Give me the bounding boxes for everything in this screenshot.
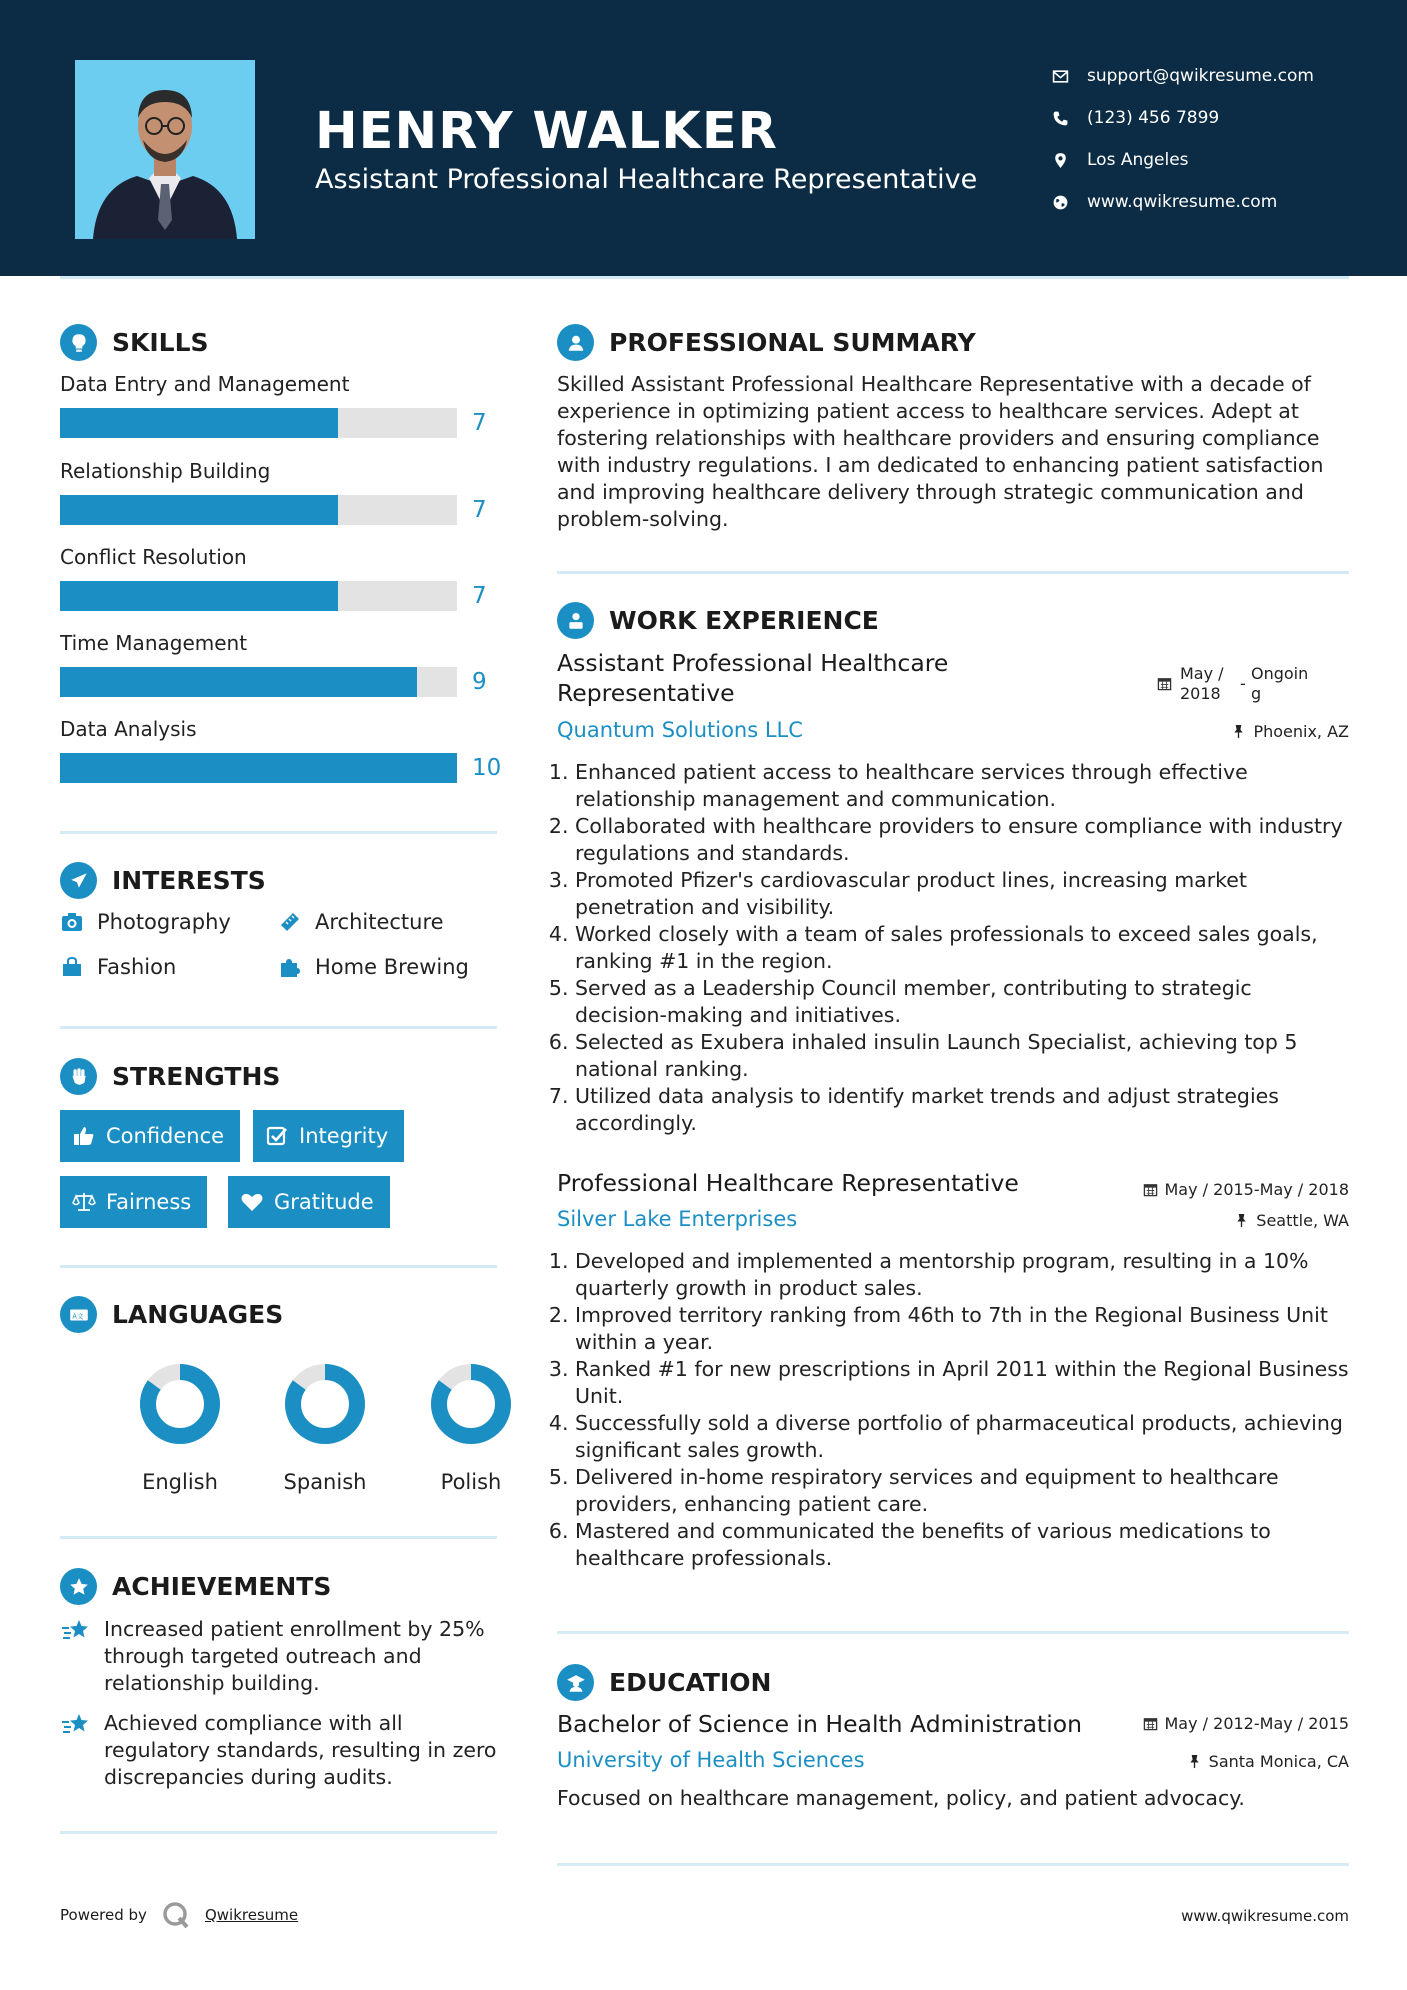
job-location — [1234, 1211, 1349, 1230]
skill-bar — [60, 408, 457, 438]
contact-email-text: support@qwikresume.com — [1087, 66, 1314, 86]
skill-bar-fill — [60, 495, 338, 525]
balance-scale-icon — [72, 1190, 96, 1214]
graduate-icon — [557, 1664, 594, 1701]
star-badge-icon — [60, 1568, 97, 1605]
achievement-item — [60, 1710, 497, 1791]
candidate-name: HENRY WALKER — [315, 102, 778, 161]
interest-label: Home Brewing — [315, 955, 469, 979]
lightbulb-icon — [60, 324, 97, 361]
achievement-text: Increased patient enrollment by 25% through targeted outreach and relationship building. — [104, 1617, 485, 1695]
interests-title: INTERESTS — [112, 866, 266, 895]
user-icon — [557, 324, 594, 361]
education-location — [1187, 1752, 1349, 1771]
language-donut — [427, 1360, 515, 1448]
skill-value: 9 — [472, 669, 487, 695]
language-item — [396, 1360, 546, 1494]
education-heading — [557, 1664, 771, 1701]
skill-bar-row — [60, 408, 497, 438]
job-bullet: 1. Enhanced patient access to healthcare services through effective relationship management and communication. — [575, 759, 1349, 813]
shooting-star-icon — [60, 1708, 92, 1740]
job-location-text: Seattle, WA — [1256, 1211, 1349, 1230]
job-bullet: 6. Mastered and communicated the benefits of various medications to healthcare professionals. — [575, 1518, 1349, 1572]
interest-label: Photography — [97, 910, 231, 934]
interest-label: Fashion — [97, 955, 177, 979]
achievements-heading — [60, 1568, 331, 1605]
summary-title: PROFESSIONAL SUMMARY — [609, 328, 976, 357]
job-date-separator: - — [1240, 674, 1246, 693]
section-divider — [557, 1863, 1349, 1866]
language-name: Spanish — [283, 1470, 367, 1494]
job-title: Assistant Professional Healthcare Representative — [557, 649, 949, 707]
skill-bar-fill — [60, 667, 417, 697]
contact-website[interactable] — [1052, 181, 1382, 223]
job-bullet: 2. Collaborated with healthcare providers to ensure compliance with industry regulations and standards. — [575, 813, 1349, 867]
school-name[interactable]: University of Health Sciences — [557, 1748, 865, 1772]
interest-item — [60, 955, 176, 979]
skill-value: 7 — [472, 583, 487, 609]
globe-icon — [1052, 194, 1087, 211]
profile-photo — [75, 60, 255, 239]
experience-heading — [557, 602, 879, 639]
strengths-title: STRENGTHS — [112, 1062, 281, 1091]
skill-item — [60, 459, 497, 525]
skill-value: 7 — [472, 497, 487, 523]
language-icon — [60, 1296, 97, 1333]
skill-bar-fill — [60, 408, 338, 438]
interest-item — [278, 910, 444, 934]
contact-location — [1052, 139, 1382, 181]
paper-plane-icon — [60, 862, 97, 899]
company-name[interactable]: Silver Lake Enterprises — [557, 1207, 798, 1231]
job-bullet: 3. Promoted Pfizer's cardiovascular product lines, increasing market penetration and visibility. — [575, 867, 1349, 921]
contact-location-text: Los Angeles — [1087, 150, 1189, 170]
skill-bar-row — [60, 495, 497, 525]
language-donut — [136, 1360, 224, 1448]
contact-website-text: www.qwikresume.com — [1087, 192, 1278, 212]
job-bullet-list — [557, 759, 1349, 1137]
location-pin-icon — [1052, 152, 1087, 169]
briefcase-user-icon — [557, 602, 594, 639]
contact-list — [1052, 55, 1382, 223]
strength-tag — [60, 1176, 207, 1228]
skill-bar-fill — [60, 753, 457, 783]
shopping-bag-icon — [60, 955, 84, 979]
fist-icon — [60, 1058, 97, 1095]
calendar-icon — [1157, 676, 1172, 691]
skill-item — [60, 631, 497, 697]
job-bullet: 6. Selected as Exubera inhaled insulin Launch Specialist, achieving top 5 national ranking. — [575, 1029, 1349, 1083]
section-divider — [60, 1536, 497, 1539]
calendar-icon — [1143, 1716, 1158, 1731]
section-divider — [557, 571, 1349, 574]
degree-title: Bachelor of Science in Health Administration — [557, 1710, 1083, 1738]
skill-bar-row — [60, 667, 497, 697]
job-date — [1143, 1180, 1350, 1199]
pin-icon — [1234, 1213, 1249, 1228]
contact-phone-text: (123) 456 7899 — [1087, 108, 1220, 128]
footer-website-link[interactable]: www.qwikresume.com — [1181, 1907, 1349, 1925]
skill-name: Data Entry and Management — [60, 372, 350, 396]
header-divider — [60, 276, 1349, 279]
ruler-icon — [278, 910, 302, 934]
strength-tag — [253, 1110, 404, 1162]
contact-phone[interactable] — [1052, 97, 1382, 139]
summary-text: Skilled Assistant Professional Healthcare Representative with a decade of experience in optimizing patient access to healthcare services. Adept at fostering relationships with healthcare providers and ensuring compliance with industry regulations. I am dedicated to enhancing patient satisfaction and improving healthcare delivery through strategic communication and problem-solving. — [557, 372, 1324, 531]
strength-tag — [228, 1176, 390, 1228]
job-location — [1231, 722, 1349, 741]
summary-heading — [557, 324, 976, 361]
strength-label: Fairness — [106, 1190, 192, 1214]
interest-label: Architecture — [315, 910, 444, 934]
qwikresume-brand-link[interactable]: Qwikresume — [204, 1906, 299, 1924]
job-bullet-list — [557, 1248, 1349, 1572]
skill-item — [60, 372, 497, 438]
strength-tag — [60, 1110, 240, 1162]
phone-icon — [1052, 110, 1087, 127]
job-bullet: 1. Developed and implemented a mentorship program, resulting in a 10% quarterly growth in product sales. — [575, 1248, 1349, 1302]
interest-item — [278, 955, 469, 979]
job-date-start: May / 2018 — [1180, 664, 1224, 703]
job-location-text: Phoenix, AZ — [1253, 722, 1349, 741]
section-divider — [60, 831, 497, 834]
skill-item — [60, 545, 497, 611]
section-divider — [60, 1265, 497, 1268]
skill-value: 10 — [472, 755, 502, 781]
skill-bar-fill — [60, 581, 338, 611]
skill-value: 7 — [472, 410, 487, 436]
skill-bar — [60, 667, 457, 697]
job-bullet: 7. Utilized data analysis to identify market trends and adjust strategies accordingly. — [575, 1083, 1349, 1137]
job-title: Professional Healthcare Representative — [557, 1169, 1019, 1197]
experience-title: WORK EXPERIENCE — [609, 606, 879, 635]
job-bullet: 5. Delivered in-home respiratory services and equipment to healthcare providers, enhancing patient care. — [575, 1464, 1349, 1518]
language-name: Polish — [440, 1470, 502, 1494]
interest-item — [60, 910, 231, 934]
envelope-icon — [1052, 68, 1087, 85]
achievement-item — [60, 1616, 497, 1697]
languages-title: LANGUAGES — [112, 1300, 284, 1329]
camera-icon — [60, 910, 84, 934]
pin-icon — [1187, 1754, 1202, 1769]
skill-name: Data Analysis — [60, 717, 197, 741]
job-bullet: 2. Improved territory ranking from 46th to 7th in the Regional Business Unit within a year. — [575, 1302, 1349, 1356]
job-date-end: Ongoing — [1251, 664, 1309, 703]
education-date-text: May / 2012-May / 2015 — [1164, 1714, 1349, 1733]
skill-bar — [60, 753, 457, 783]
pin-icon — [1231, 724, 1246, 739]
skill-bar — [60, 495, 457, 525]
job-bullet: 4. Successfully sold a diverse portfolio of pharmaceutical products, achieving significant sales growth. — [575, 1410, 1349, 1464]
skill-bar — [60, 581, 457, 611]
language-item — [250, 1360, 400, 1494]
education-title: EDUCATION — [609, 1668, 772, 1697]
job-date-text: May / 2015-May / 2018 — [1164, 1180, 1349, 1199]
education-description: Focused on healthcare management, policy, and patient advocacy. — [557, 1786, 1245, 1810]
check-square-icon — [265, 1124, 289, 1148]
strengths-heading — [60, 1058, 280, 1095]
strength-label: Integrity — [299, 1124, 389, 1148]
section-divider — [60, 1026, 497, 1029]
job-date — [1157, 664, 1317, 704]
skills-heading — [60, 324, 209, 361]
achievement-text: Achieved compliance with all regulatory standards, resulting in zero discrepancies during audits. — [104, 1711, 497, 1789]
skill-name: Time Management — [60, 631, 248, 655]
job-bullet: 3. Ranked #1 for new prescriptions in April 2011 within the Regional Business Unit. — [575, 1356, 1349, 1410]
portrait-image — [75, 60, 255, 239]
skills-title: SKILLS — [112, 328, 209, 357]
shooting-star-icon — [60, 1614, 92, 1646]
qwikresume-logo-icon — [161, 1900, 191, 1930]
heart-icon — [240, 1190, 264, 1214]
education-location-text: Santa Monica, CA — [1208, 1752, 1349, 1771]
calendar-icon — [1143, 1182, 1158, 1197]
language-name: English — [142, 1470, 218, 1494]
interests-heading — [60, 862, 266, 899]
job-bullet: 5. Served as a Leadership Council member, contributing to strategic decision-making and initiatives. — [575, 975, 1349, 1029]
company-name[interactable]: Quantum Solutions LLC — [557, 718, 803, 742]
footer-powered-by — [60, 1900, 298, 1930]
education-date — [1143, 1714, 1350, 1733]
powered-by-label: Powered by — [60, 1906, 147, 1924]
achievements-title: ACHIEVEMENTS — [112, 1572, 332, 1601]
language-item — [105, 1360, 255, 1494]
candidate-role: Assistant Professional Healthcare Representative — [315, 164, 978, 195]
skill-name: Conflict Resolution — [60, 545, 247, 569]
language-donut — [281, 1360, 369, 1448]
puzzle-icon — [278, 955, 302, 979]
strength-label: Gratitude — [274, 1190, 374, 1214]
section-divider — [557, 1631, 1349, 1634]
resume-header — [0, 0, 1407, 276]
skill-item — [60, 717, 502, 783]
skill-name: Relationship Building — [60, 459, 271, 483]
skill-bar-row — [60, 753, 502, 783]
skill-bar-row — [60, 581, 497, 611]
job-bullet: 4. Worked closely with a team of sales professionals to exceed sales goals, ranking #1 in the region. — [575, 921, 1349, 975]
contact-email[interactable] — [1052, 55, 1382, 97]
thumbs-up-icon — [72, 1124, 96, 1148]
svg-text:A文: A文 — [71, 1311, 84, 1320]
section-divider — [60, 1831, 497, 1834]
languages-heading — [60, 1296, 283, 1333]
strength-label: Confidence — [106, 1124, 225, 1148]
